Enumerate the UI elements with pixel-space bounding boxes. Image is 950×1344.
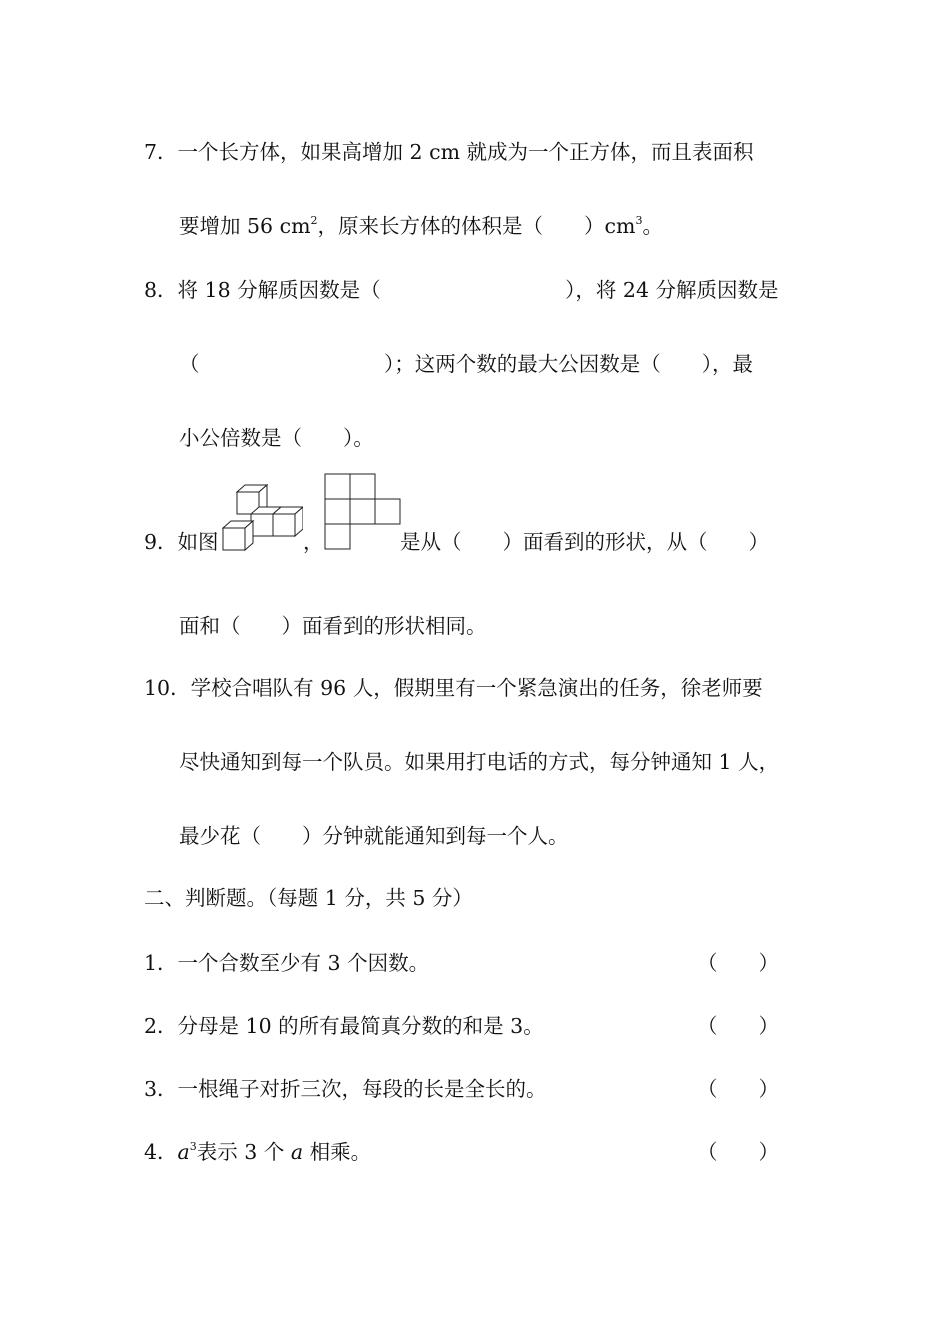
judge-answer-4: （ ） (697, 1140, 779, 1164)
q8-line3: 小公倍数是（ ）。 (179, 426, 374, 450)
q7-sup-2: 2 (310, 214, 318, 227)
judge-answer-3: （ ） (697, 1077, 779, 1101)
judge-item-4-mid: 表示 3 个 (196, 1140, 291, 1164)
judge-item-4-sup: 3 (189, 1140, 197, 1153)
q10-line1: 10．学校合唱队有 96 人，假期里有一个紧急演出的任务，徐老师要 (144, 676, 763, 700)
q7-line2-a: 要增加 56 cm (179, 214, 311, 238)
q9-line2: 面和（ ）面看到的形状相同。 (179, 614, 487, 638)
q7-line1: 7．一个长方体，如果高增加 2 cm 就成为一个正方体，而且表面积 (144, 140, 754, 164)
judge-item-4-num: 4． (144, 1140, 178, 1164)
judge-item-4 (144, 1138, 371, 1166)
q9-prefix: 9．如图 (144, 530, 219, 554)
section2-heading: 二、判断题。（每题 1 分，共 5 分） (144, 886, 473, 910)
q8-line2: （ ）；这两个数的最大公因数是（ ），最 (179, 352, 753, 376)
judge-item-3: 3．一根绳子对折三次，每段的长是全长的。 (144, 1077, 547, 1101)
judge-answer-1: （ ） (697, 951, 779, 975)
q9-comma: ， (303, 530, 324, 554)
q9-suffix: 是从（ ）面看到的形状，从（ ） (400, 530, 769, 554)
judge-item-4-end: 相乘。 (303, 1140, 372, 1164)
cube-stack-figure (221, 482, 303, 552)
q8-line1: 8．将 18 分解质因数是（ ），将 24 分解质因数是 (144, 278, 779, 302)
q7-line2 (179, 212, 663, 240)
q10-line2: 尽快通知到每一个队员。如果用打电话的方式，每分钟通知 1 人， (179, 750, 780, 774)
judge-item-4-var: a (177, 1140, 190, 1164)
judge-item-1: 1．一个合数至少有 3 个因数。 (144, 951, 430, 975)
judge-answer-2: （ ） (697, 1014, 779, 1038)
view-shape-figure (324, 473, 402, 551)
q7-sup-3: 3 (635, 214, 643, 227)
q7-line2-c: 。 (642, 214, 663, 238)
q10-line3: 最少花（ ）分钟就能通知到每一个人。 (179, 824, 569, 848)
judge-item-2: 2．分母是 10 的所有最简真分数的和是 3。 (144, 1014, 544, 1038)
q7-line2-b: ，原来长方体的体积是（ ）cm (317, 214, 636, 238)
judge-item-4-var2: a (290, 1140, 304, 1164)
